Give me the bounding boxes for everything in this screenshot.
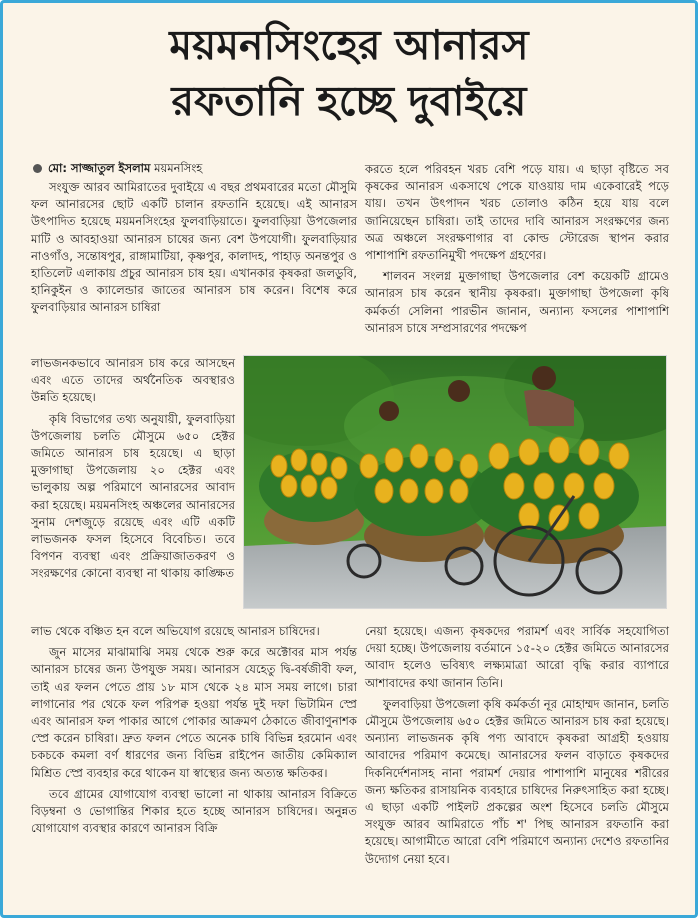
- article-paragraph: নেয়া হয়েছে। এজন্য কৃষকদের পরামর্শ এবং সার্বিক সহযোগিতা দেয়া হচ্ছে। উপজেলায় বর্তমানে ১৫-২০ হেক্টর জমিতে আনারসের আবাদ হলেও ভবিষ্যৎ লক্ষ্যমাত্রা আরো বৃদ্ধি করার ব্যাপারে আশাবাদের কথা জানান তিনি।: [365, 624, 669, 690]
- headline: [13, 17, 685, 129]
- headline-line-2: রফতানি হচ্ছে দুবাইয়ে: [171, 77, 527, 125]
- pineapple-bicycles-photo: [244, 356, 667, 609]
- left-column-beside-photo: [31, 355, 235, 587]
- bullet-icon: [33, 164, 42, 173]
- right-column-top: [365, 161, 669, 341]
- article-paragraph: সংযুক্ত আরব আমিরাতের দুবাইয়ে এ বছর প্রথমবারের মতো মৌসুমি ফল আনারসের ছোট একটি চালান রফতানি হয়েছে। এই আনারস উৎপাদিত হয়েছে ময়মনসিংহের ফুলবাড়িয়াতে। ফুলবাড়িয়া উপজেলার মাটি ও আবহাওয়া আনারস চাষের জন্য বেশ উপযোগী। ফুলবাড়িয়ার নাওগাঁও, সন্তোষপুর, রাঙ্গামাটিয়া, কৃষ্ণপুর, কালাদহ, পাহাড় অনন্তপুর ও হাতিলেট এলাকায় প্রচুর আনারস চাষ হয়। এখানকার কৃষকরা জলডুবি, হানিকুইন ও ক্যালেন্ডার জাতের আনারস চাষ করেন। বিশেষ করে ফুলবাড়িয়ার আনারস চাষিরা: [31, 180, 357, 315]
- left-column-bottom: [31, 623, 357, 841]
- article-paragraph: ফুলবাড়িয়া উপজেলা কৃষি কর্মকর্তা নূর মোহাম্মদ জানান, চলতি মৌসুমে উপজেলায় ৬৫০ হেক্টর জমিতে আনারস চাষ করা হয়েছে। অন্যান্য লাভজনক কৃষি পণ্য আবাদে কৃষকরা আগ্রহী হওয়ায় আবাদের পরিমাণ কমেছে। আনারসের ফলন বাড়াতে কৃষকদের দিকনির্দেশনাসহ নানা পরামর্শ দেয়ার পাশাপাশি মানুষের শরীরের জন্য ক্ষতিকর রাসায়নিক ব্যবহারে চাষিদের নিরুৎসাহিত করা হচ্ছে। এ ছাড়া একটি পাইলট প্রকল্পের অংশ হিসেবে চলতি মৌসুমে সংযুক্ত আরব আমিরাতে পাঁচ শ' পিছ আনারস রফতানি করা হয়েছে। আগামীতে আরো বেশি পরিমাণে অন্যান্য দেশেও রফতানির উদ্যোগ নেয়া হবে।: [365, 696, 669, 866]
- article-paragraph: লাভজনকভাবে আনারস চাষ করে আসছেন এবং এতে তাদের অর্থনৈতিক অবস্থারও উন্নতি হয়েছে।: [31, 356, 235, 405]
- article-paragraph: তবে গ্রামের যোগাযোগ ব্যবস্থা ভালো না থাকায় আনারস বিক্রিতে বিড়ম্বনা ও ভোগান্তির শিকার হতে হচ্ছে আনারস চাষিদের। অনুন্নত যোগাযোগ ব্যবস্থার কারণে আনারস বিক্রি: [31, 786, 357, 836]
- left-column-top: [31, 179, 357, 321]
- headline-line-1: ময়মনসিংহের আনারস: [169, 21, 529, 69]
- byline: [33, 160, 363, 179]
- article-paragraph: করতে হলে পরিবহন খরচ বেশি পড়ে যায়। এ ছাড়া বৃষ্টিতে সব কৃষকের আনারস একসাথে পেকে যাওয়ায় দাম একেবারেই পড়ে যায়। তখন উৎপাদন খরচ তোলাও কঠিন হয়ে যায় বলে জানিয়েছেন চাষিরা। তাই তাদের দাবি আনারস সংরক্ষণের জন্য অত্র অঞ্চলে সংরক্ষণাগার বা কোল্ড স্টোরেজ স্থাপন করার পাশাপাশি রফতানিমুখী পদক্ষেপ গ্রহণের।: [365, 162, 669, 263]
- byline-place: ময়মনসিংহ: [154, 161, 203, 175]
- article-paragraph: কৃষি বিভাগের তথ্য অনুযায়ী, ফুলবাড়িয়া উপজেলায় চলতি মৌসুমে ৬৫০ হেক্টর জমিতে আনারস চাষ হয়েছে। এ ছাড়া মুক্তাগাছা উপজেলায় ২০ হেক্টর এবং ভালুকায় অল্প পরিমাণে আনারসের আবাদ করা হয়েছে। ময়মনসিংহ অঞ্চলের আনারসের সুনাম দেশজুড়ে রয়েছে এবং এটি একটি লাভজনক ফসল হিসেবে বিবেচিত। তবে বিপণন ব্যবস্থা এবং প্রক্রিয়াজাতকরণ ও সংরক্ষণের কোনো ব্যবস্থা না থাকায় কাঙ্ক্ষিত: [31, 411, 235, 581]
- article-photo: [243, 355, 667, 609]
- article-paragraph: শালবন সংলগ্ন মুক্তাগাছা উপজেলার বেশ কয়েকটি গ্রামেও আনারস চাষ করেন স্থানীয় কৃষকরা। মুক্তাগাছা উপজেলা কৃষি কর্মকর্তা সেলিনা পারভীন জানান, অন্যান্য ফসলের পাশাপাশি আনারস চাষে সম্প্রসারণের পদক্ষেপ: [365, 269, 669, 335]
- right-column-bottom: [365, 623, 669, 872]
- article-paragraph: জুন মাসের মাঝামাঝি সময় থেকে শুরু করে অক্টোবর মাস পর্যন্ত আনারস চাষের জন্য উপযুক্ত সময়। আনারস যেহেতু দ্বি-বর্ষজীবী ফল, তাই এর ফলন পেতে প্রায় ১৮ মাস থেকে ২৪ মাস সময় লাগে। চারা লাগানোর পর থেকে ফল পরিপক্ব হওয়া পর্যন্ত দুই দফা ভিটামিন স্প্রে এবং আনারস ফল পাকার আগে পোকার আক্রমণ ঠেকাতে জীবাণুনাশক স্প্রে করেন চাষিরা। দ্রুত ফলন পেতে অনেক চাষি বিভিন্ন হরমোন এবং চকচকে কমলা বর্ণ ধারণের জন্য বিভিন্ন রাইপেন জাতীয় কেমিক্যাল মিশ্রিত স্প্রে ব্যবহার করে থাকেন যা স্বাস্থ্যের জন্য অত্যন্ত ক্ষতিকর।: [31, 645, 357, 780]
- byline-author: মো: সাজ্জাতুল ইসলাম: [48, 161, 151, 175]
- article-paragraph: লাভ থেকে বঞ্চিত হন বলে অভিযোগ রয়েছে আনারস চাষিদের।: [31, 624, 320, 638]
